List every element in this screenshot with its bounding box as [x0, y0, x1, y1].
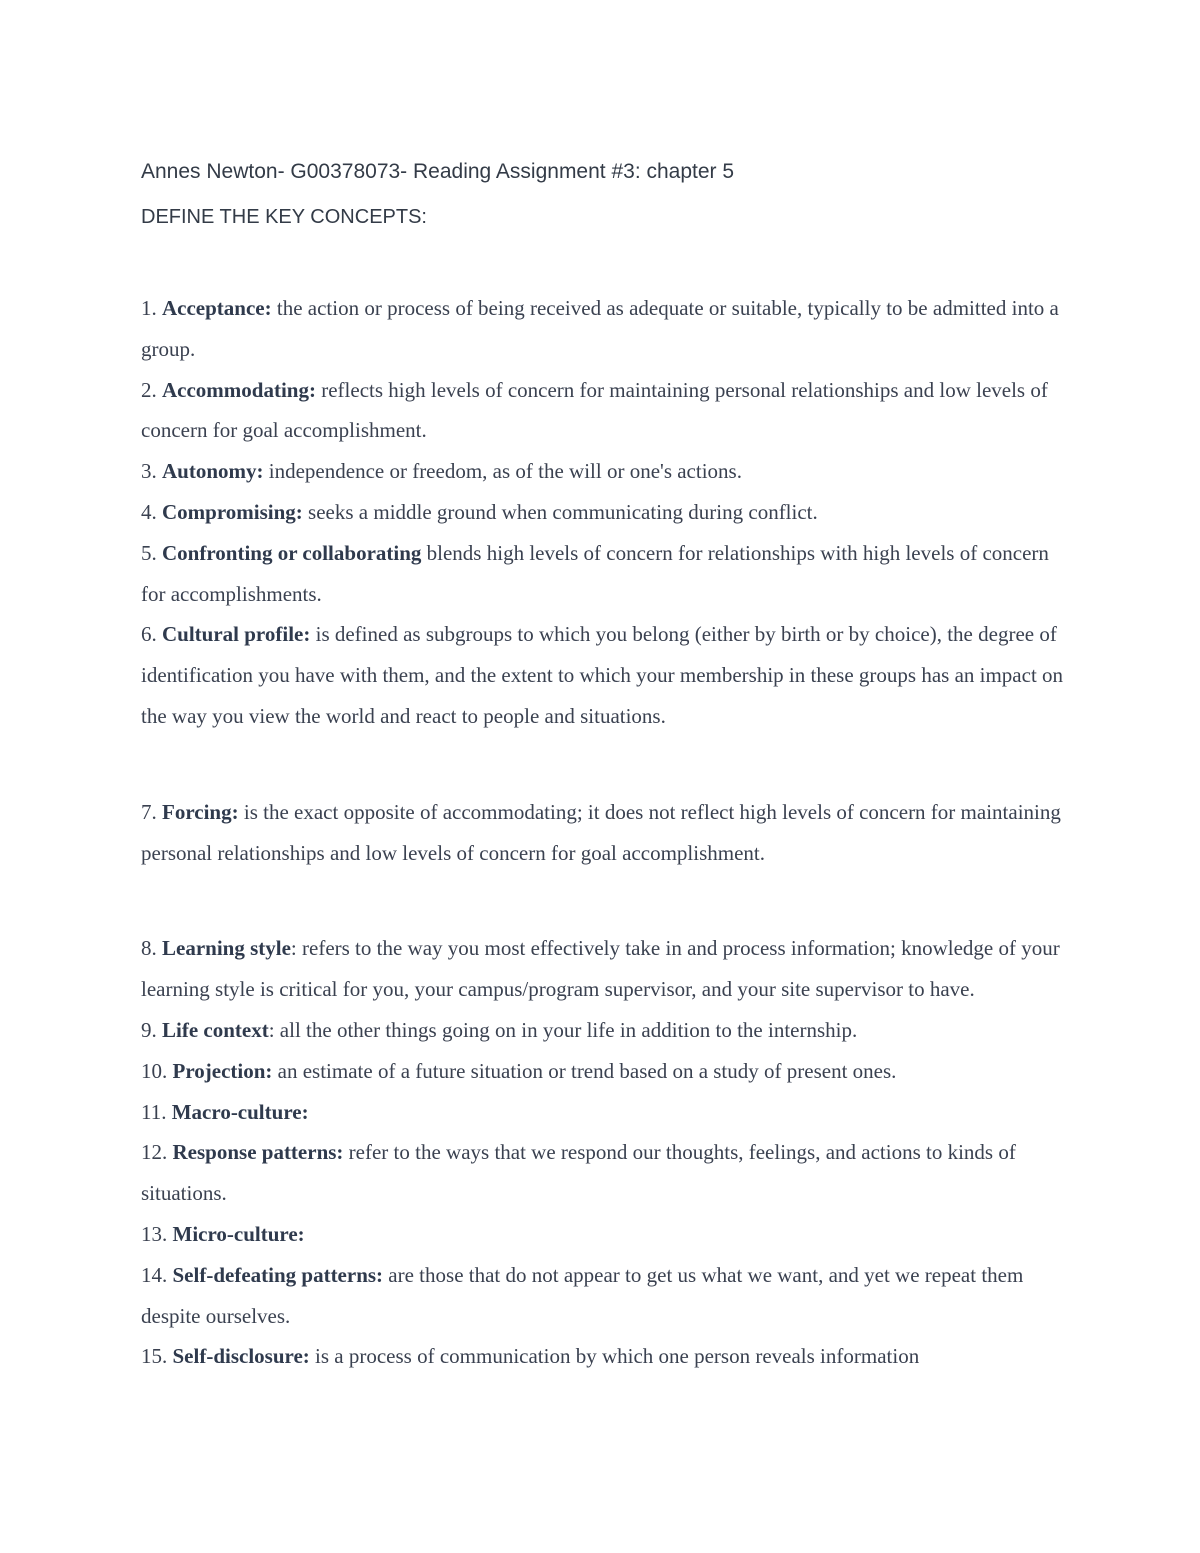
- definition-text: : all the other things going on in your life in addition to the internship.: [268, 1017, 858, 1042]
- definition-text: is defined as subgroups to which you belong (either by birth or by choice), the degree of identification you have with them, and the extent to which your membership in these groups has an impact on the way you view the world and react to people and situations.: [141, 622, 1064, 728]
- definition-item: [141, 792, 1076, 874]
- definition-item: [141, 1132, 1076, 1214]
- definition-term: Confronting or collaborating: [162, 540, 422, 565]
- definition-term: Life context: [162, 1017, 269, 1042]
- definition-item: [141, 1051, 1076, 1092]
- definition-item: [141, 1092, 1076, 1133]
- page-title: Annes Newton- G00378073- Reading Assignment #3: chapter 5: [141, 160, 735, 183]
- definition-number: 6.: [141, 622, 157, 647]
- definition-number: 11.: [141, 1099, 167, 1124]
- definition-item: [141, 1255, 1076, 1337]
- definition-text: independence or freedom, as of the will or one's actions.: [263, 459, 742, 484]
- definition-term: Acceptance:: [162, 296, 272, 320]
- definition-text: refer to the ways that we respond our thoughts, feelings, and actions to kinds of situations.: [141, 1140, 1016, 1206]
- definition-term: Learning style: [162, 936, 291, 961]
- definition-number: 14.: [141, 1262, 168, 1287]
- definition-item: [141, 614, 1076, 736]
- definition-term: Micro-culture:: [172, 1221, 305, 1246]
- definition-term: Self-disclosure:: [172, 1344, 310, 1369]
- definition-term: Response patterns:: [172, 1140, 344, 1165]
- definition-term: Accommodating:: [162, 377, 316, 402]
- definition-number: 3.: [141, 459, 157, 484]
- definitions-list: [141, 288, 1076, 1377]
- definition-number: 7.: [141, 799, 157, 824]
- definition-term: Self-defeating patterns:: [172, 1262, 384, 1287]
- definition-item: [141, 1214, 1076, 1255]
- definition-term: Compromising:: [162, 499, 303, 524]
- definition-number: 5.: [141, 540, 157, 565]
- definition-term: Projection:: [172, 1058, 273, 1083]
- definition-text: reflects high levels of concern for maintaining personal relationships and low levels of concern for goal accomplishment.: [141, 377, 1048, 443]
- definition-term: Forcing:: [162, 799, 239, 824]
- definition-item: [141, 370, 1076, 452]
- definition-text: are those that do not appear to get us what we want, and yet we repeat them despite ourselves.: [141, 1262, 1024, 1328]
- definition-number: 12.: [141, 1140, 168, 1165]
- definition-number: 13.: [141, 1221, 168, 1246]
- definition-text: an estimate of a future situation or trend based on a study of present ones.: [272, 1058, 897, 1083]
- definition-item: [141, 1336, 1076, 1377]
- definition-text: the action or process of being received as adequate or suitable, typically to be admitted into a group.: [141, 296, 1059, 361]
- definition-item: [141, 928, 1076, 1010]
- definition-number: 1.: [141, 296, 157, 320]
- definition-number: 8.: [141, 936, 157, 961]
- definition-number: 9.: [141, 1017, 157, 1042]
- definition-number: 15.: [141, 1344, 168, 1369]
- definition-term: Autonomy:: [162, 459, 264, 484]
- definition-item: [141, 451, 1076, 492]
- definition-item: [141, 533, 1076, 615]
- definition-text: is the exact opposite of accommodating; it does not reflect high levels of concern for maintaining personal relationships and low levels of concern for goal accomplishment.: [141, 799, 1061, 865]
- definition-item: [141, 492, 1076, 533]
- definition-text: seeks a middle ground when communicating during conflict.: [302, 499, 818, 524]
- definition-item: [141, 1010, 1076, 1051]
- definition-text: blends high levels of concern for relationships with high levels of concern for accomplishments.: [141, 540, 1049, 606]
- definition-number: 4.: [141, 499, 157, 524]
- section-heading: DEFINE THE KEY CONCEPTS:: [141, 206, 427, 228]
- definition-term: Cultural profile:: [162, 622, 311, 647]
- definition-text: is a process of communication by which one person reveals information: [309, 1344, 920, 1369]
- definition-text: : refers to the way you most effectively take in and process information; knowledge of your learning style is critical for you, your campus/program supervisor, and your site supervisor to have.: [141, 936, 1060, 1002]
- definition-item: [141, 288, 1076, 370]
- definition-term: Macro-culture:: [171, 1099, 309, 1124]
- definition-number: 2.: [141, 377, 157, 402]
- definition-number: 10.: [141, 1058, 168, 1083]
